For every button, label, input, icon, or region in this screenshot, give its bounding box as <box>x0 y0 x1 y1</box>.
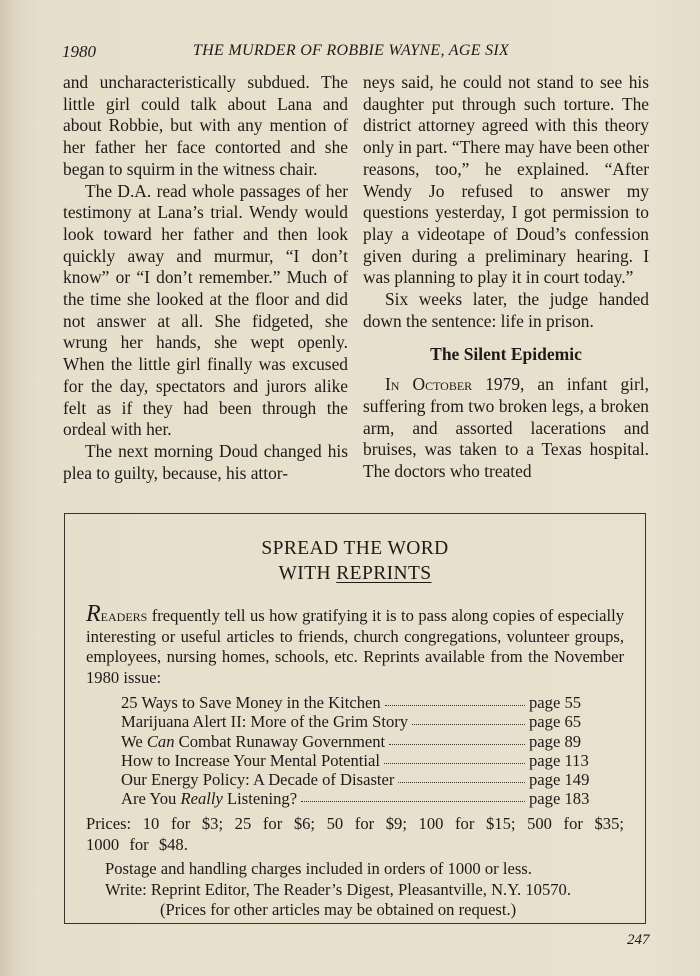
article-page: page 89 <box>529 731 582 751</box>
article-title: We Can Combat Runaway Government <box>121 731 386 751</box>
intro-text: frequently tell us how gratifying it is to pass along copies of especially interesting or useful articles to friends, church congregations, volunteer groups, employees, nursing homes, schools, etc. Reprints available from the November 1980 issue: <box>86 606 624 687</box>
article-title: How to Increase Your Mental Potential <box>121 750 381 770</box>
order-address: Write: Reprint Editor, The Reader’s Digest, Pleasantville, N.Y. 10570. <box>105 879 571 899</box>
running-title: THE MURDER OF ROBBIE WAYNE, AGE SIX <box>192 42 510 59</box>
dot-leader <box>389 732 525 745</box>
article-title: 25 Ways to Save Money in the Kitchen <box>121 693 381 712</box>
paragraph: The D.A. read whole passages of her testimony at Lana’s trial. Wendy would look toward her father and then look quickly away and murmur, “I don’t know” or “I don’t remember.” Much of the time she looked at the floor and did not answer at all. She fidgeted, she wrung her hands, she wept openly. When the little girl finally was excused for the day, spectators and jurors alike felt as if they had been through the ordeal with her. <box>63 180 348 440</box>
list-item <box>121 789 591 808</box>
article-title: Are You Really Listening? <box>121 789 298 809</box>
article-page: page 65 <box>529 712 582 732</box>
lead-in-smallcaps: In October <box>385 374 473 395</box>
article-page: page 149 <box>529 770 590 790</box>
reprint-article-list <box>121 693 591 809</box>
paragraph: Six weeks later, the judge handed down the sentence: life in prison. <box>363 289 649 331</box>
article-title: Our Energy Policy: A Decade of Disaster <box>121 770 395 790</box>
right-column <box>363 72 649 483</box>
list-item <box>121 751 591 770</box>
paragraph <box>363 374 649 483</box>
drop-cap: R <box>86 601 101 627</box>
page-header <box>62 42 640 66</box>
page-number: 247 <box>627 932 650 948</box>
paragraph-text: 1979, an infant girl, suffering from two broken legs, a broken arm, and assorted lacerations and bruises, was taken to a Texas hospital. The doctors who treated <box>363 374 649 481</box>
reprint-prices: Prices: 10 for $3; 25 for $6; 50 for $9; 100 for $15; 500 for $35; 1000 for $48. <box>86 814 624 854</box>
title-prefix: WITH <box>278 563 337 584</box>
paragraph: The next morning Doud changed his plea to guilty, because, his attor- <box>63 440 348 483</box>
reprints-box <box>64 513 646 924</box>
postage-line: Postage and handling charges included in orders of 1000 or less. <box>105 859 532 878</box>
section-heading: The Silent Epidemic <box>430 344 582 365</box>
article-page: page 55 <box>529 693 582 712</box>
article-title: Marijuana Alert II: More of the Grim Story <box>121 712 409 732</box>
list-item <box>121 712 591 731</box>
left-column <box>63 72 348 484</box>
reprints-intro <box>86 601 624 688</box>
title-line: SPREAD THE WORD <box>261 538 449 559</box>
postage-info <box>105 859 624 921</box>
dot-leader <box>384 751 525 764</box>
list-item <box>121 693 591 712</box>
paragraph: neys said, he could not stand to see his daughter put through such torture. The district attorney agreed with this theory only in part. “There may have been other reasons, too,” he explained. “After Wendy Jo refused to answer my questions yesterday, I got permission to play a videotape of Doud’s confession given during a preliminary hearing. I was planning to play it in court today.” <box>363 72 649 288</box>
list-item <box>121 732 591 751</box>
title-underlined: REPRINTS <box>336 563 432 584</box>
folio-year: 1980 <box>62 42 96 61</box>
list-item <box>121 770 591 789</box>
dot-leader <box>398 770 525 783</box>
dot-leader <box>412 712 525 725</box>
lead-in-smallcaps: eaders <box>100 606 148 625</box>
title-line <box>65 561 645 586</box>
article-page: page 183 <box>529 789 590 809</box>
article-page: page 113 <box>529 750 589 770</box>
paragraph: and uncharacteristically subdued. The little girl could talk about Lana and about Robbie, but with any mention of her father her face contorted and she began to squirm in the witness chair. <box>63 72 348 179</box>
dot-leader <box>301 789 525 802</box>
reprints-title <box>65 536 645 586</box>
postage-note: (Prices for other articles may be obtained on request.) <box>160 900 517 919</box>
dot-leader <box>385 693 525 706</box>
